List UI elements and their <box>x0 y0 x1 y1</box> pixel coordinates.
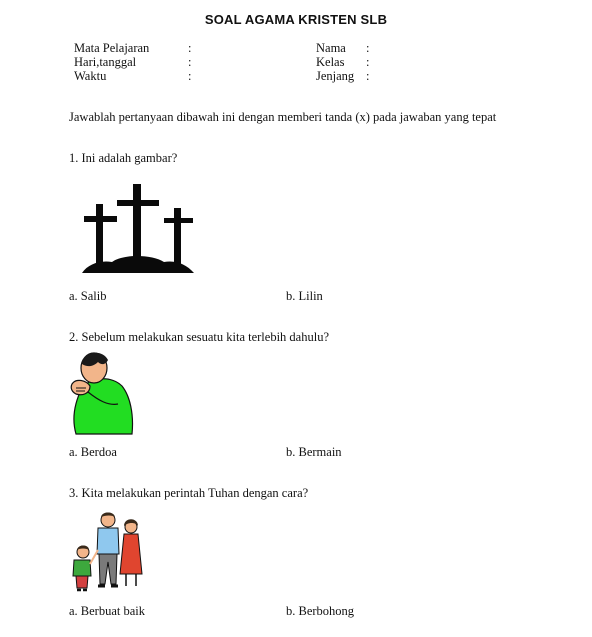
praying-person-icon <box>68 348 136 436</box>
header-colon: : <box>366 55 370 69</box>
header-colon: : <box>366 69 370 83</box>
header-label-name: Nama <box>316 41 346 55</box>
question-2-option-b[interactable]: b. Bermain <box>286 445 342 459</box>
header-colon: : <box>188 41 192 55</box>
family-icon <box>70 510 144 596</box>
header-colon: : <box>188 55 192 69</box>
header-colon: : <box>366 41 370 55</box>
instruction-text: Jawablah pertanyaan dibawah ini dengan memberi tanda (x) pada jawaban yang tepat <box>69 110 497 124</box>
question-2-text: 2. Sebelum melakukan sesuatu kita terlebih dahulu? <box>69 330 329 344</box>
question-3-option-b[interactable]: b. Berbohong <box>286 604 355 618</box>
three-crosses-icon <box>82 182 196 274</box>
header-colon: : <box>188 69 192 83</box>
question-3-option-a[interactable]: a. Berbuat baik <box>69 604 146 618</box>
question-1-option-b[interactable]: b. Lilin <box>286 289 323 303</box>
header-label-time: Waktu <box>74 69 107 83</box>
document-title: SOAL AGAMA KRISTEN SLB <box>204 12 388 27</box>
question-1-text: 1. Ini adalah gambar? <box>69 151 178 165</box>
header-label-subject: Mata Pelajaran <box>74 41 150 55</box>
header-label-level: Jenjang <box>316 69 355 83</box>
header-label-class: Kelas <box>316 55 345 69</box>
question-2-option-a[interactable]: a. Berdoa <box>69 445 117 459</box>
question-3-text: 3. Kita melakukan perintah Tuhan dengan cara? <box>69 486 309 500</box>
question-1-option-a[interactable]: a. Salib <box>69 289 107 303</box>
header-label-date: Hari,tanggal <box>74 55 137 69</box>
